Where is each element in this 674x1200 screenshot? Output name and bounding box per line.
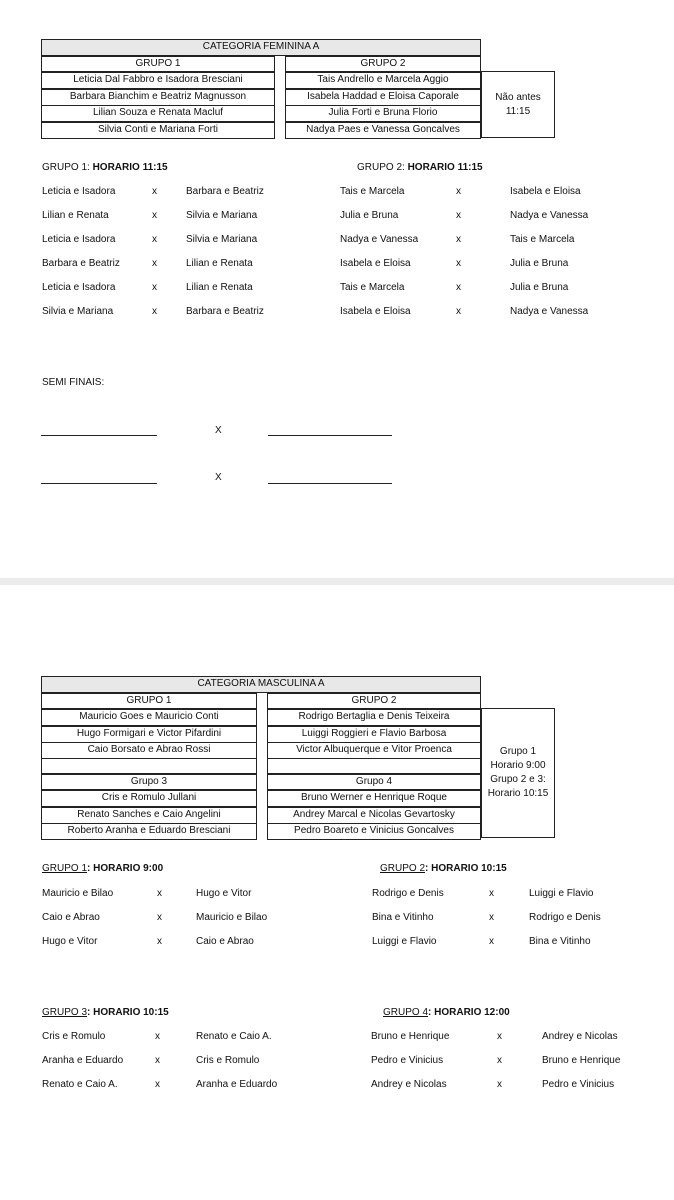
- semi2-left-blank: [41, 483, 157, 484]
- semi1-left-blank: [41, 435, 157, 436]
- semi-finais-label: SEMI FINAIS:: [42, 377, 105, 388]
- masc-g2-time: : HORARIO 10:15: [425, 863, 507, 874]
- masc-g1-team-b: Caio e Abrao: [196, 936, 254, 947]
- fem-g1-team-b: Barbara e Beatriz: [186, 186, 264, 197]
- fem-g1-vs: x: [152, 282, 157, 293]
- masc-grupo2-pair: Victor Albuquerque e Vitor Proenca: [267, 742, 481, 759]
- masc-g4-team-a: Andrey e Nicolas: [371, 1079, 447, 1090]
- fem-g1-team-b: Lilian e Renata: [186, 282, 253, 293]
- masc-g2-team-a: Bina e Vitinho: [372, 912, 434, 923]
- masc-grupo2-pair: Luiggi Roggieri e Flavio Barbosa: [267, 726, 481, 743]
- masc-g3-team-b: Aranha e Eduardo: [196, 1079, 278, 1090]
- fem-g1-heading: [42, 162, 168, 173]
- masculina-title: CATEGORIA MASCULINA A: [41, 676, 481, 693]
- fem-g2-label: GRUPO 2:: [357, 162, 408, 173]
- masc-g1-team-b: Mauricio e Bilao: [196, 912, 268, 923]
- masc-g3-team-b: Renato e Caio A.: [196, 1031, 272, 1042]
- fem-grupo1-pair: Leticia Dal Fabbro e Isadora Bresciani: [41, 72, 275, 89]
- fem-g2-vs: x: [456, 234, 461, 245]
- fem-grupo1-pair: Barbara Bianchim e Beatriz Magnusson: [41, 89, 275, 106]
- masc-g1-vs: x: [157, 936, 162, 947]
- fem-g2-team-b: Isabela e Eloisa: [510, 186, 581, 197]
- fem-g1-team-a: Leticia e Isadora: [42, 282, 116, 293]
- masc-schedule-note: Grupo 1 Horario 9:00 Grupo 2 e 3: Horario 10:15: [481, 708, 555, 838]
- masc-g3-team-a: Aranha e Eduardo: [42, 1055, 124, 1066]
- masc-grupo4-pair: Pedro Boareto e Vinicius Goncalves: [267, 823, 481, 840]
- masc-g2-heading: [380, 863, 507, 874]
- masc-grupo1-pair: Hugo Formigari e Victor Pifardini: [41, 726, 257, 743]
- masc-grupo3-pair: Roberto Aranha e Eduardo Bresciani: [41, 823, 257, 840]
- masc-g2-team-b: Bina e Vitinho: [529, 936, 591, 947]
- masc-grupo2-header: GRUPO 2: [267, 693, 481, 709]
- masc-g3-vs: x: [155, 1031, 160, 1042]
- masc-g4-vs: x: [497, 1079, 502, 1090]
- masc-g1-heading: [42, 863, 163, 874]
- fem-grupo1-header: GRUPO 1: [41, 56, 275, 72]
- semi1-right-blank: [268, 435, 392, 436]
- fem-g1-team-b: Silvia e Mariana: [186, 210, 258, 221]
- fem-g2-team-a: Julia e Bruna: [340, 210, 399, 221]
- fem-g2-team-b: Tais e Marcela: [510, 234, 575, 245]
- fem-g1-label: GRUPO 1:: [42, 162, 93, 173]
- masc-g4-vs: x: [497, 1031, 502, 1042]
- fem-g2-vs: x: [456, 258, 461, 269]
- fem-g2-vs: x: [456, 210, 461, 221]
- fem-g1-time: HORARIO 11:15: [92, 162, 168, 173]
- fem-g1-team-a: Lilian e Renata: [42, 210, 109, 221]
- fem-g1-vs: x: [152, 258, 157, 269]
- masc-g2-vs: x: [489, 888, 494, 899]
- masc-g1-team-a: Caio e Abrao: [42, 912, 100, 923]
- masc-empty-right: [267, 758, 481, 774]
- masc-g3-vs: x: [155, 1079, 160, 1090]
- fem-g1-team-a: Leticia e Isadora: [42, 234, 116, 245]
- masc-g4-team-b: Bruno e Henrique: [542, 1055, 621, 1066]
- masc-g3-label: GRUPO 3: [42, 1007, 88, 1018]
- fem-grupo2-header: GRUPO 2: [285, 56, 481, 72]
- fem-g2-time: HORARIO 11:15: [407, 162, 483, 173]
- masc-g3-team-b: Cris e Romulo: [196, 1055, 260, 1066]
- masc-g1-vs: x: [157, 888, 162, 899]
- fem-g1-vs: x: [152, 186, 157, 197]
- fem-schedule-note: Não antes 11:15: [481, 71, 555, 138]
- masc-g1-label: GRUPO 1: [42, 863, 88, 874]
- fem-g2-team-a: Tais e Marcela: [340, 186, 405, 197]
- masc-g4-time: : HORARIO 12:00: [428, 1007, 510, 1018]
- masc-g2-team-b: Rodrigo e Denis: [529, 912, 601, 923]
- masc-grupo4-header: Grupo 4: [267, 774, 481, 790]
- masc-g2-team-a: Luiggi e Flavio: [372, 936, 437, 947]
- fem-g1-team-b: Lilian e Renata: [186, 258, 253, 269]
- masc-g1-vs: x: [157, 912, 162, 923]
- fem-g2-vs: x: [456, 186, 461, 197]
- fem-g2-team-a: Nadya e Vanessa: [340, 234, 419, 245]
- masc-g3-team-a: Renato e Caio A.: [42, 1079, 118, 1090]
- masc-g1-team-b: Hugo e Vitor: [196, 888, 252, 899]
- masc-g1-time: : HORARIO 9:00: [87, 863, 164, 874]
- semi1-vs: X: [215, 425, 222, 436]
- fem-grupo1-pair: Lilian Souza e Renata Macluf: [41, 105, 275, 122]
- masc-g4-heading: [383, 1007, 510, 1018]
- masc-g4-team-a: Bruno e Henrique: [371, 1031, 450, 1042]
- masc-grupo4-pair: Andrey Marcal e Nicolas Gevartosky: [267, 807, 481, 824]
- fem-grupo2-pair: Nadya Paes e Vanessa Goncalves: [285, 122, 481, 139]
- fem-g2-team-b: Nadya e Vanessa: [510, 210, 589, 221]
- fem-g2-team-b: Nadya e Vanessa: [510, 306, 589, 317]
- fem-g2-vs: x: [456, 306, 461, 317]
- page-separator: [0, 578, 674, 585]
- fem-grupo2-pair: Isabela Haddad e Eloisa Caporale: [285, 89, 481, 106]
- masc-grupo1-pair: Caio Borsato e Abrao Rossi: [41, 742, 257, 759]
- masc-grupo2-pair: Rodrigo Bertaglia e Denis Teixeira: [267, 709, 481, 726]
- masc-g4-label: GRUPO 4: [383, 1007, 429, 1018]
- fem-g1-team-a: Barbara e Beatriz: [42, 258, 120, 269]
- masc-g2-team-b: Luiggi e Flavio: [529, 888, 594, 899]
- masc-grupo1-pair: Mauricio Goes e Mauricio Conti: [41, 709, 257, 726]
- masc-g3-team-a: Cris e Romulo: [42, 1031, 106, 1042]
- fem-grupo1-pair: Silvia Conti e Mariana Forti: [41, 122, 275, 139]
- masc-grupo3-pair: Renato Sanches e Caio Angelini: [41, 807, 257, 824]
- masc-g1-team-a: Hugo e Vitor: [42, 936, 98, 947]
- masc-g4-team-b: Andrey e Nicolas: [542, 1031, 618, 1042]
- fem-g1-team-a: Silvia e Mariana: [42, 306, 114, 317]
- fem-g1-team-b: Barbara e Beatriz: [186, 306, 264, 317]
- fem-g2-team-a: Tais e Marcela: [340, 282, 405, 293]
- semi2-vs: X: [215, 472, 222, 483]
- masc-g3-heading: [42, 1007, 169, 1018]
- fem-g2-heading: [357, 162, 483, 173]
- fem-grupo2-pair: Tais Andrello e Marcela Aggio: [285, 72, 481, 89]
- fem-g2-vs: x: [456, 282, 461, 293]
- masc-grupo4-pair: Bruno Werner e Henrique Roque: [267, 790, 481, 807]
- fem-g2-team-a: Isabela e Eloisa: [340, 306, 411, 317]
- fem-g2-team-a: Isabela e Eloisa: [340, 258, 411, 269]
- feminina-title: CATEGORIA FEMININA A: [41, 39, 481, 56]
- masc-g4-team-b: Pedro e Vinicius: [542, 1079, 615, 1090]
- semi2-right-blank: [268, 483, 392, 484]
- masc-grupo1-header: GRUPO 1: [41, 693, 257, 709]
- masc-g2-vs: x: [489, 912, 494, 923]
- masc-g2-team-a: Rodrigo e Denis: [372, 888, 444, 899]
- masc-g4-team-a: Pedro e Vinicius: [371, 1055, 444, 1066]
- masc-g2-vs: x: [489, 936, 494, 947]
- fem-grupo2-pair: Julia Forti e Bruna Florio: [285, 105, 481, 122]
- masc-g2-label: GRUPO 2: [380, 863, 426, 874]
- fem-g2-team-b: Julia e Bruna: [510, 258, 569, 269]
- masc-g3-time: : HORARIO 10:15: [87, 1007, 169, 1018]
- fem-g1-team-b: Silvia e Mariana: [186, 234, 258, 245]
- masc-g3-vs: x: [155, 1055, 160, 1066]
- masc-empty-left: [41, 758, 257, 774]
- fem-g1-vs: x: [152, 234, 157, 245]
- masc-g1-team-a: Mauricio e Bilao: [42, 888, 114, 899]
- masc-grupo3-header: Grupo 3: [41, 774, 257, 790]
- fem-g1-team-a: Leticia e Isadora: [42, 186, 116, 197]
- masc-g4-vs: x: [497, 1055, 502, 1066]
- fem-g2-team-b: Julia e Bruna: [510, 282, 569, 293]
- fem-g1-vs: x: [152, 306, 157, 317]
- fem-g1-vs: x: [152, 210, 157, 221]
- masc-grupo3-pair: Cris e Romulo Jullani: [41, 790, 257, 807]
